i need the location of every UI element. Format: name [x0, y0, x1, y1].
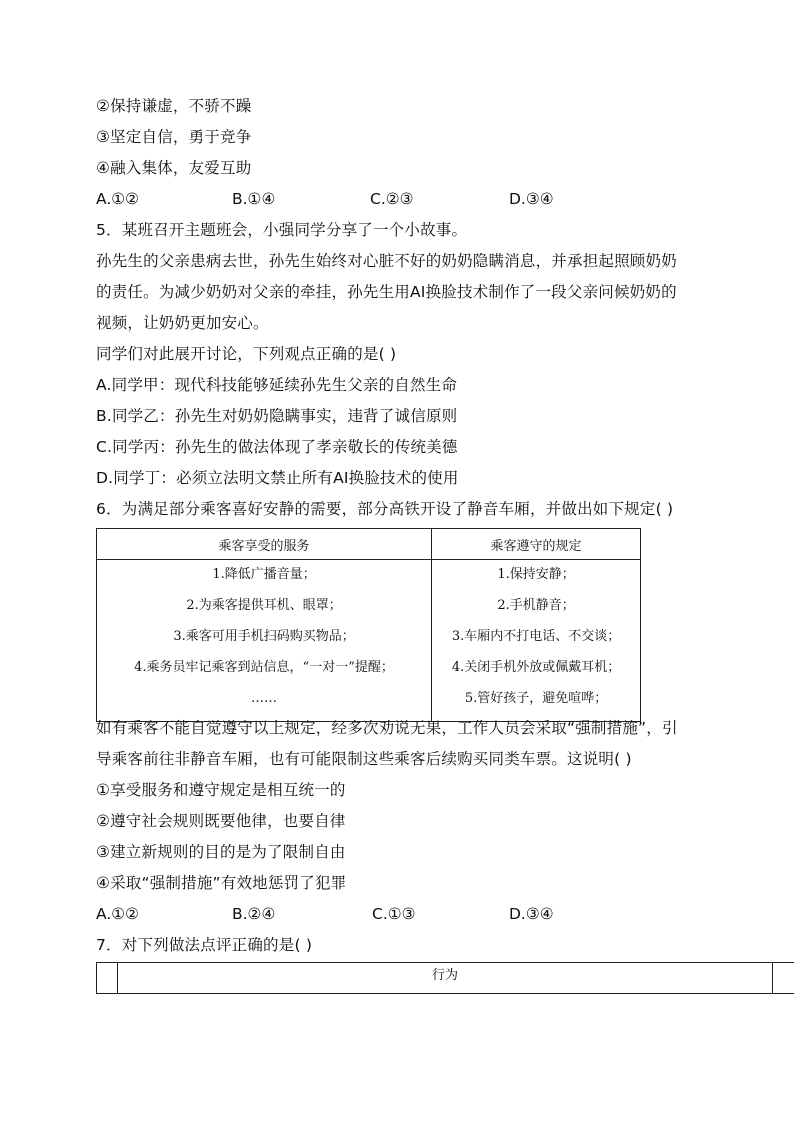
- q7-stem: 7．对下列做法点评正确的是( ): [96, 936, 313, 954]
- list-item: 2.手机静音；: [497, 598, 575, 613]
- q4-option-d[interactable]: D.③④: [509, 190, 554, 208]
- q4-item-4: ④融入集体，友爱互助: [96, 159, 252, 177]
- q6-option-c[interactable]: C.①③: [372, 905, 416, 923]
- list-item: 2.为乘客提供耳机、眼罩；: [186, 598, 342, 613]
- q5-story-line-3: 视频，让奶奶更加安心。: [96, 314, 269, 332]
- q4-option-c[interactable]: C.②③: [370, 190, 414, 208]
- q7-table-header: 行为: [117, 963, 773, 993]
- list-item: 4.关闭手机外放或佩戴耳机；: [451, 660, 621, 675]
- table-header-row: [97, 529, 641, 560]
- list-item: 4.乘务员牢记乘客到站信息，“一对一”提醒；: [134, 660, 394, 675]
- q6-item-3: ③建立新规则的目的是为了限制自由: [96, 843, 346, 861]
- q4-item-2: ②保持谦虚，不骄不躁: [96, 97, 252, 115]
- q6-item-4: ④采取“强制措施”有效地惩罚了犯罪: [96, 874, 347, 892]
- list-item: 3.车厢内不打电话、不交谈；: [451, 629, 621, 644]
- q5-option-a[interactable]: A.同学甲：现代科技能够延续孙先生父亲的自然生命: [96, 376, 458, 394]
- q5-option-c[interactable]: C.同学丙：孙先生的做法体现了孝亲敬长的传统美德: [96, 438, 458, 456]
- list-item: 3.乘客可用手机扫码购买物品；: [173, 629, 355, 644]
- q5-stem: 5．某班召开主题班会，小强同学分享了一个小故事。: [96, 221, 468, 239]
- q6-follow-line-1: 如有乘客不能自觉遵守以上规定，经多次劝说无果，工作人员会采取“强制措施”，引: [96, 719, 678, 737]
- list-item: 5.管好孩子，避免喧哗；: [464, 691, 608, 706]
- q6-option-a[interactable]: A.①②: [96, 905, 140, 923]
- q4-option-b[interactable]: B.①④: [232, 190, 276, 208]
- q4-item-3: ③坚定自信，勇于竞争: [96, 128, 252, 146]
- table-row: [97, 560, 641, 722]
- list-item: 1.保持安静；: [497, 567, 575, 582]
- services-list: [97, 560, 431, 721]
- list-item: 1.降低广播音量；: [212, 567, 316, 582]
- q6-rules-table: [96, 528, 641, 722]
- q6-stem: 6．为满足部分乘客喜好安静的需要，部分高铁开设了静音车厢，并做出如下规定( ): [96, 500, 674, 518]
- q4-option-a[interactable]: A.①②: [96, 190, 140, 208]
- q5-option-b[interactable]: B.同学乙：孙先生对奶奶隐瞒事实，违背了诚信原则: [96, 407, 458, 425]
- rules-cell: [432, 560, 641, 722]
- q5-story-line-2: 的责任。为减少奶奶对父亲的牵挂，孙先生用AI换脸技术制作了一段父亲问候奶奶的: [96, 283, 677, 301]
- q6-option-b[interactable]: B.②④: [232, 905, 276, 923]
- q6-item-1: ①享受服务和遵守规定是相互统一的: [96, 781, 346, 799]
- rules-list: [432, 560, 640, 721]
- q5-option-d[interactable]: D.同学丁：必须立法明文禁止所有AI换脸技术的使用: [96, 469, 459, 487]
- q5-story-line-1: 孙先生的父亲患病去世，孙先生始终对心脏不好的奶奶隐瞒消息，并承担起照顾奶奶: [96, 252, 677, 270]
- services-cell: [97, 560, 432, 722]
- q5-question: 同学们对此展开讨论，下列观点正确的是( ): [96, 345, 397, 363]
- q6-item-2: ②遵守社会规则既要他律，也要自律: [96, 812, 346, 830]
- q6-option-d[interactable]: D.③④: [509, 905, 554, 923]
- q6-follow-line-2: 导乘客前往非静音车厢，也有可能限制这些乘客后续购买同类车票。这说明( ): [96, 750, 632, 768]
- table-header-services: 乘客享受的服务: [97, 529, 432, 560]
- table-header-rules: 乘客遵守的规定: [432, 529, 641, 560]
- q7-table: [96, 962, 794, 994]
- list-item: ……: [251, 691, 278, 706]
